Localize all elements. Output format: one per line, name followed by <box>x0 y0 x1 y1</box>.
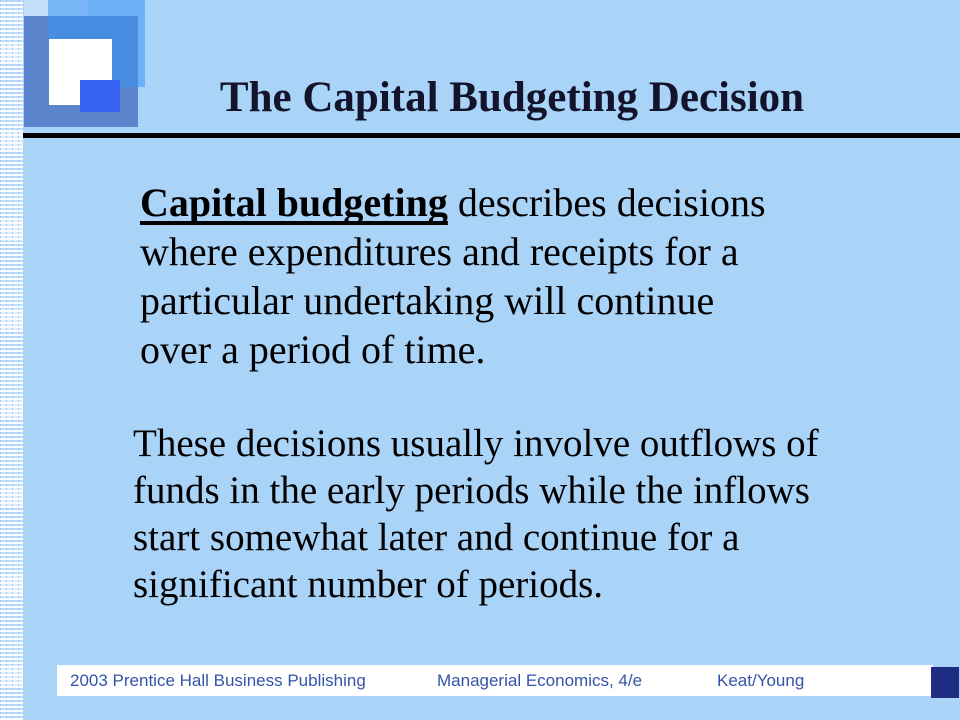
text-line <box>140 178 766 227</box>
slide-title: The Capital Budgeting Decision <box>219 74 805 121</box>
slide-logo <box>24 0 146 128</box>
logo-accent-square <box>80 80 120 112</box>
title-divider-line <box>23 133 960 138</box>
footer-authors: Keat/Young <box>717 670 805 690</box>
text-line: where expenditures and receipts for a <box>140 229 739 274</box>
text-line: particular undertaking will continue <box>140 278 715 323</box>
footer-book-title: Managerial Economics, 4/e <box>437 670 643 690</box>
text-line: start somewhat later and continue for a <box>133 516 740 559</box>
text-line-rest: describes decisions <box>447 180 766 225</box>
corner-accent-block <box>931 667 959 698</box>
text-line: significant number of periods. <box>133 563 604 606</box>
paragraph-cash-flow-timing <box>133 420 819 608</box>
decorative-left-border-pattern <box>0 0 23 720</box>
footer-citation-bar <box>57 665 933 696</box>
text-line: These decisions usually involve outflows of <box>133 422 819 465</box>
footer-publisher: 2003 Prentice Hall Business Publishing <box>70 670 366 690</box>
term-capital-budgeting: Capital budgeting <box>140 180 448 225</box>
text-line: over a period of time. <box>140 327 486 372</box>
text-line: funds in the early periods while the inflows <box>133 469 810 512</box>
paragraph-capital-budgeting <box>140 178 766 374</box>
